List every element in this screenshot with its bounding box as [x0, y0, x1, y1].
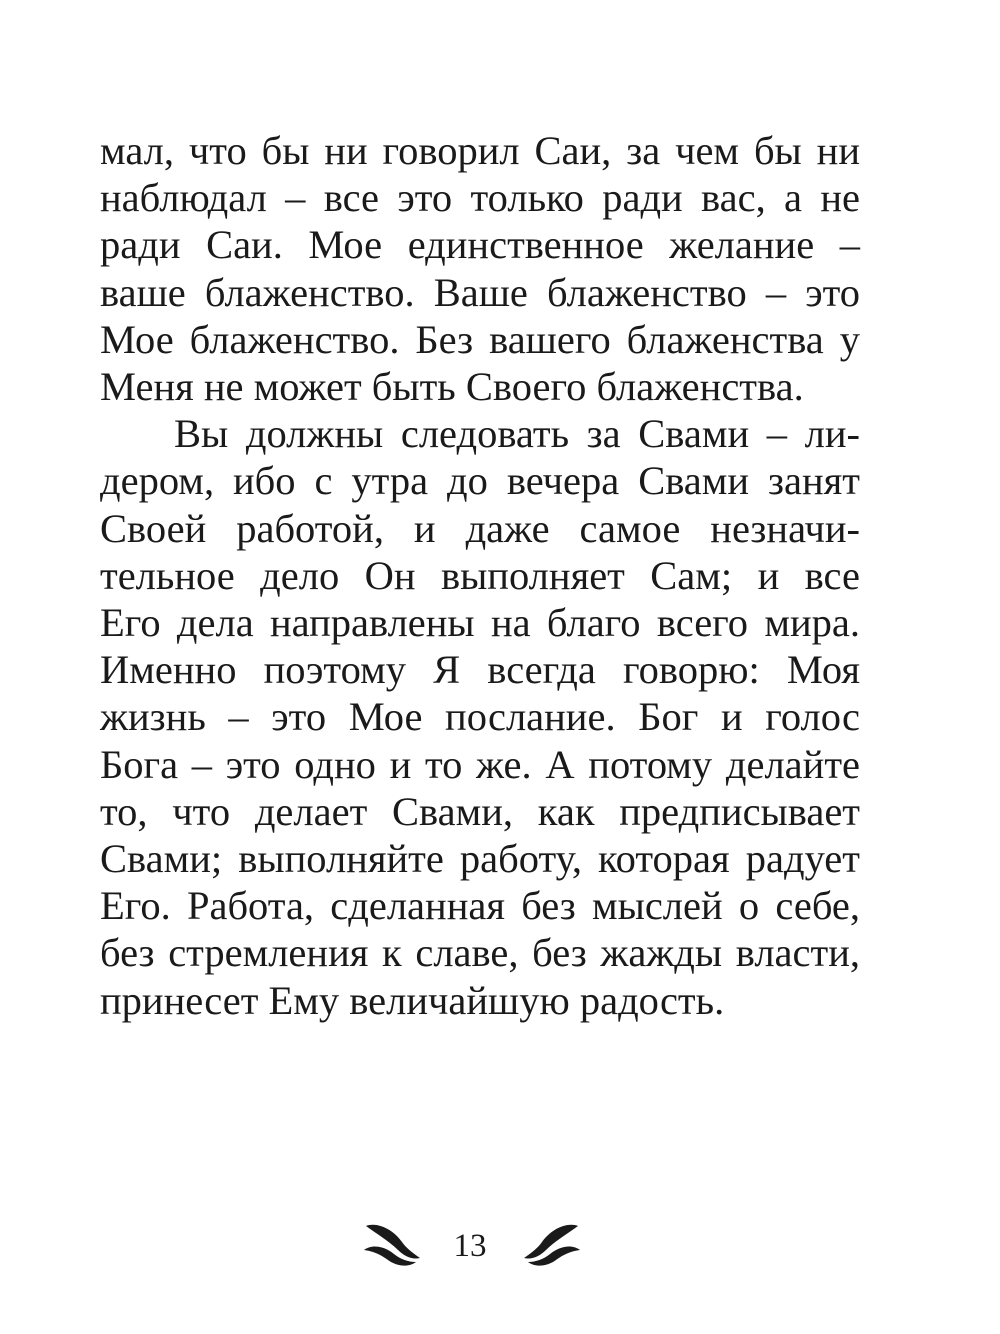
text-line: Мое блаженство. Без вашего блаженства у — [100, 316, 860, 362]
text-line: тельное дело Он выполняет Сам; и все — [100, 552, 860, 598]
text-line: принесет Ему величайшую радость. — [100, 977, 725, 1023]
body-text — [100, 127, 860, 1024]
text-line: то, что делает Свами, как предписывает — [100, 788, 860, 834]
paragraph-2 — [100, 410, 860, 1024]
text-line: Его. Работа, сделанная без мыслей о себе, — [100, 883, 860, 929]
text-line: Меня не может быть Своего блаженства. — [100, 364, 804, 410]
leaf-ornament-icon — [522, 1220, 582, 1270]
text-line: дером, ибо с утра до вечера Свами занят — [100, 458, 860, 504]
text-line: Свами; выполняйте работу, которая радует — [100, 836, 860, 882]
text-line: наблюдал – все это только ради вас, а не — [100, 175, 860, 221]
paragraph-1 — [100, 127, 860, 410]
page-number: 13 — [453, 1228, 487, 1264]
text-line: ваше блаженство. Ваше блаженство – это — [100, 269, 860, 315]
page-footer — [0, 1220, 1000, 1280]
text-line: Вы должны следовать за Свами – ли- — [174, 411, 860, 457]
text-line: мал, что бы ни говорил Саи, за чем бы ни — [100, 128, 860, 173]
text-line: Бога – это одно и то же. А потому делайте — [100, 741, 860, 787]
text-line: без стремления к славе, без жажды власти, — [100, 930, 860, 976]
text-line: Его дела направлены на благо всего мира. — [100, 600, 860, 646]
text-line: Своей работой, и даже самое незначи- — [100, 505, 860, 551]
text-line: жизнь – это Мое послание. Бог и голос — [100, 694, 860, 740]
text-line: Именно поэтому Я всегда говорю: Моя — [100, 647, 860, 693]
leaf-ornament-icon — [362, 1220, 422, 1270]
text-line: ради Саи. Мое единственное желание – — [100, 222, 860, 268]
